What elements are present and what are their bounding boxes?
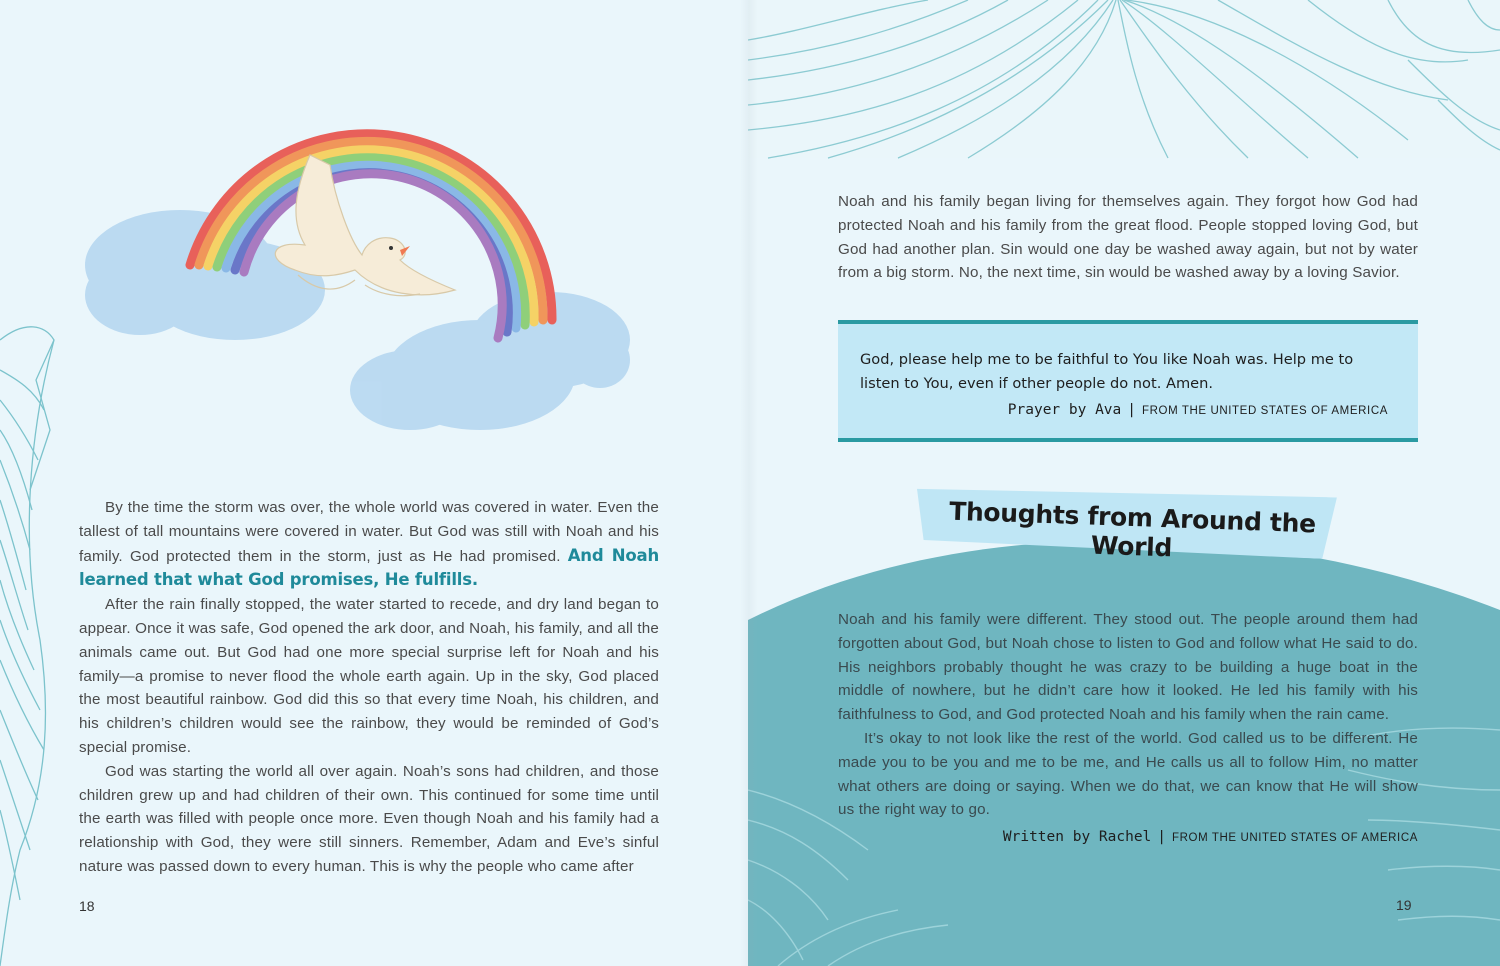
credit-separator: | — [1157, 829, 1167, 845]
right-page — [748, 0, 1500, 966]
thoughts-origin: FROM THE UNITED STATES OF AMERICA — [1172, 832, 1418, 844]
paragraph: It’s okay to not look like the rest of the world. God called us to be different. He made you to be you and me to be me, and He calls us all to follow Him, no matter what others are doing or saying. When we do that, we can know that He will show us the right way to go. — [838, 729, 1418, 819]
prayer-box — [838, 320, 1418, 442]
thoughts-credit — [838, 829, 1418, 845]
prayer-author: Prayer by Ava — [1007, 402, 1122, 418]
page-number-left: 18 — [79, 898, 95, 914]
book-gutter — [740, 0, 758, 966]
paragraph: Noah and his family began living for themselves again. They forgot how God had protected Noah and his family from the great flood. People stopped loving God, but God had another plan. Sin would one day be washed away again, but not by water from a big storm. No, the next time, sin would be washed away by a loving Savior. — [838, 193, 1418, 282]
paragraph: Noah and his family were different. They stood out. The people around them had forgotten about God, but Noah chose to listen to God and follow what He said to do. His neighbors probably thought he was crazy to be building a huge boat in the middle of nowhere, but he didn’t care how it looked. He led his family with his faithfulness to God, and God protected Noah and his family when the rain came. — [838, 611, 1418, 724]
thoughts-body-text — [838, 608, 1418, 822]
leaf-line-art-left — [0, 310, 60, 966]
prayer-text: God, please help me to be faithful to You like Noah was. Help me to listen to You, even if other people do not. Amen. — [860, 351, 1354, 392]
credit-separator: | — [1127, 402, 1137, 418]
left-page — [0, 0, 748, 966]
left-page-body-text — [79, 496, 659, 879]
paragraph-text: By the time the storm was over, the whole world was covered in water. Even the tallest of tall mountains were covered in water. But God was still with Noah and his family. God protected them in the storm, just as He had promised. — [79, 499, 659, 565]
highlighted-sentence: And Noah learned that what God promises, He fulfills. — [79, 545, 659, 590]
paragraph — [79, 496, 659, 593]
prayer-origin: FROM THE UNITED STATES OF AMERICA — [1142, 405, 1388, 417]
paragraph: God was starting the world all over again. Noah’s sons had children, and those children grew up and had children of their own. This continued for some time until the earth was filled with people once more. Even though Noah and his family had a relationship with God, they were still sinners. Remember, Adam and Eve’s sinful nature was passed down to every human. This is why the people who came after — [79, 762, 659, 875]
prayer-credit — [1008, 402, 1388, 418]
right-page-intro-text — [838, 190, 1418, 285]
thoughts-title: Thoughts from Around the World — [948, 496, 1317, 563]
paragraph: After the rain finally stopped, the water started to recede, and dry land began to appear. Once it was safe, God opened the ark door, and Noah, his family, and all the animals came out. But God had one more special surprise left for Noah and his family—a promise to never flood the whole earth again. Up in the sky, God placed the most beautiful rainbow. God did this so that every time Noah, his children, and his children’s children would see the rainbow, they would be reminded of God’s special promise. — [79, 596, 659, 756]
rainbow-dove-illustration — [80, 70, 640, 450]
thoughts-author: Written by Rachel — [1002, 829, 1152, 845]
top-art-panel — [748, 0, 1500, 158]
page-number-right: 19 — [1396, 897, 1412, 913]
